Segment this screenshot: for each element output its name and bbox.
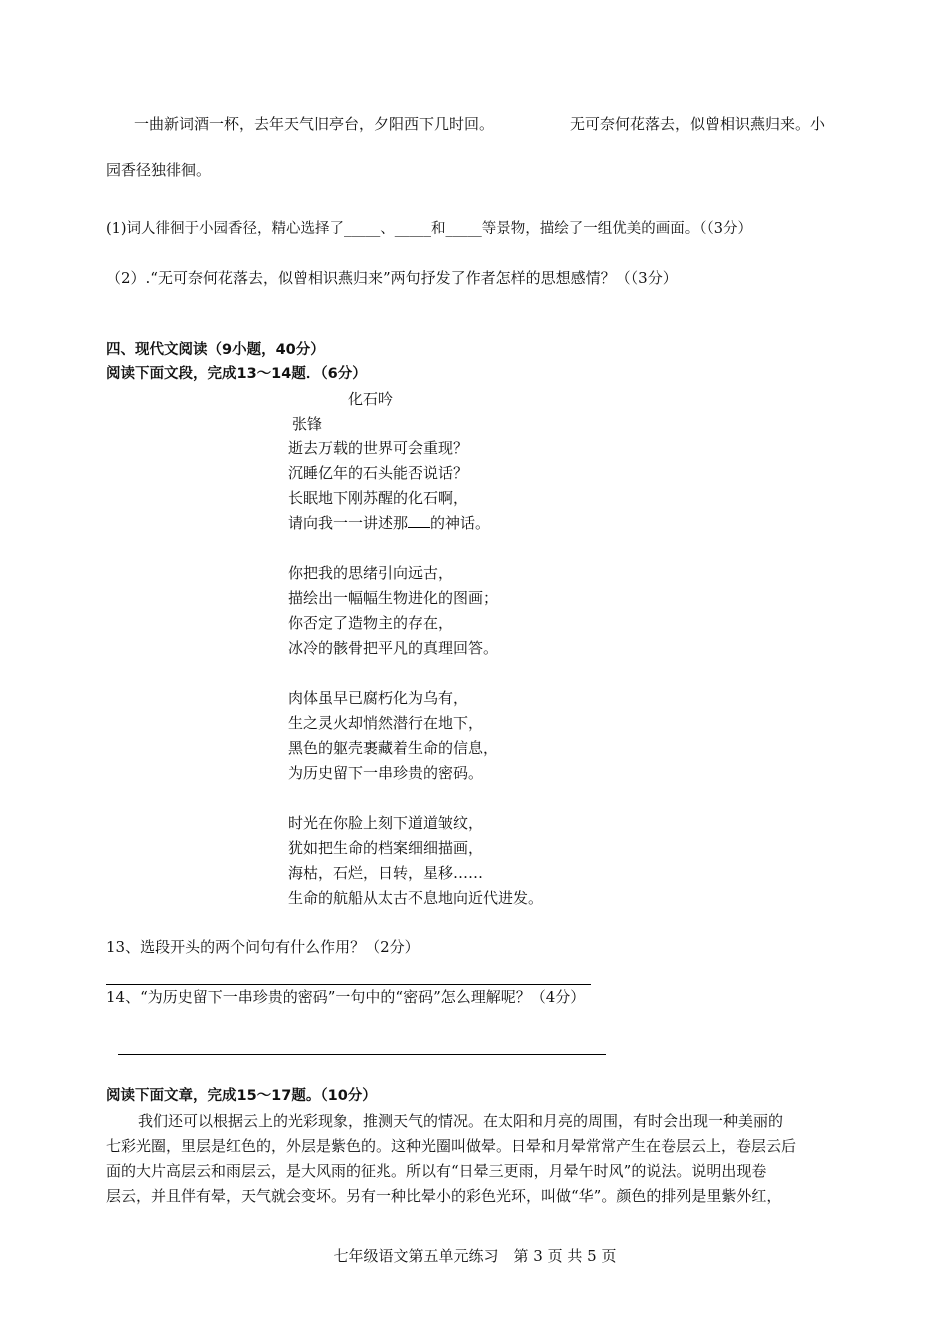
poem-line: 冰冷的骸骨把平凡的真理回答。	[288, 639, 499, 657]
poem-line-with-blank	[288, 513, 490, 533]
poem-line: 逝去万载的世界可会重现？	[288, 439, 469, 457]
passage-line: 层云，并且伴有晕，天气就会变坏。另有一种比晕小的彩色光环，叫做“华”。颜色的排列是里紫外红，	[106, 1187, 782, 1205]
poem-line: 长眠地下刚苏醒的化石啊，	[288, 489, 469, 507]
question-ci-2: （2）.“无可奈何花落去，似曾相识燕归来”两句抒发了作者怎样的思想感情？（（3分）	[106, 269, 678, 287]
poem-line: 为历史留下一串珍贵的密码。	[288, 764, 484, 782]
poem-line-part: 请向我一一讲述那	[288, 514, 409, 532]
passage1-instruction: 阅读下面文段，完成13～14题．（6分）	[106, 366, 367, 382]
poem-line: 生命的航船从太古不息地向近代进发。	[288, 889, 544, 907]
poem-line: 黑色的躯壳裹藏着生命的信息，	[288, 739, 499, 757]
poem-line: 生之灵火却悄然潜行在地下，	[288, 714, 484, 732]
poem-line: 犹如把生命的档案细细描画，	[288, 839, 484, 857]
question-ci-1: (1)词人徘徊于小园香径，精心选择了_____、_____和_____等景物，描绘了一组优美的画面。（（3分）	[106, 221, 753, 237]
passage-line: 面的大片高层云和雨层云，是大风雨的征兆。所以有“日晕三更雨，月晕午时风”的说法。说明出现卷	[106, 1162, 767, 1180]
poem-line-part: 的神话。	[430, 514, 491, 532]
poem-line: 你把我的思绪引向远古，	[288, 564, 454, 582]
ci-line1-a: 一曲新词酒一杯，去年天气旧亭台，夕阳西下几时回。	[134, 115, 495, 133]
poem-title: 化石吟	[348, 390, 394, 408]
poem-line: 海枯，石烂，日转，星移……	[288, 864, 484, 882]
answer-line	[106, 984, 591, 985]
answer-line	[118, 1054, 606, 1055]
question-13: 13、选段开头的两个问句有什么作用？（2分）	[106, 938, 420, 956]
ci-line2: 园香径独徘徊。	[106, 161, 212, 179]
poem-line: 描绘出一幅幅生物进化的图画；	[288, 589, 499, 607]
passage-line: 我们还可以根据云上的光彩现象，推测天气的情况。在太阳和月亮的周围，有时会出现一种美丽的	[138, 1112, 784, 1130]
poem-author: 张锋	[292, 415, 323, 433]
poem-line: 肉体虽早已腐朽化为乌有，	[288, 689, 469, 707]
poem-line: 沉睡亿年的石头能否说话？	[288, 464, 469, 482]
question-14: 14、“为历史留下一串珍贵的密码”一句中的“密码”怎么理解呢？（4分）	[106, 988, 586, 1006]
section-heading: 四、现代文阅读（9小题，40分）	[106, 342, 325, 358]
poem-line: 时光在你脸上刻下道道皱纹，	[288, 814, 484, 832]
fill-blank	[408, 513, 430, 528]
passage2-instruction: 阅读下面文章，完成15～17题。（10分）	[106, 1088, 377, 1104]
ci-line1-b: 无可奈何花落去，似曾相识燕归来。小	[570, 115, 826, 133]
page-footer: 七年级语文第五单元练习 第 3 页 共 5 页	[333, 1247, 617, 1265]
poem-line: 你否定了造物主的存在，	[288, 614, 454, 632]
passage-line: 七彩光圈，里层是红色的，外层是紫色的。这种光圈叫做晕。日晕和月晕常常产生在卷层云上，卷层云后	[106, 1137, 797, 1155]
